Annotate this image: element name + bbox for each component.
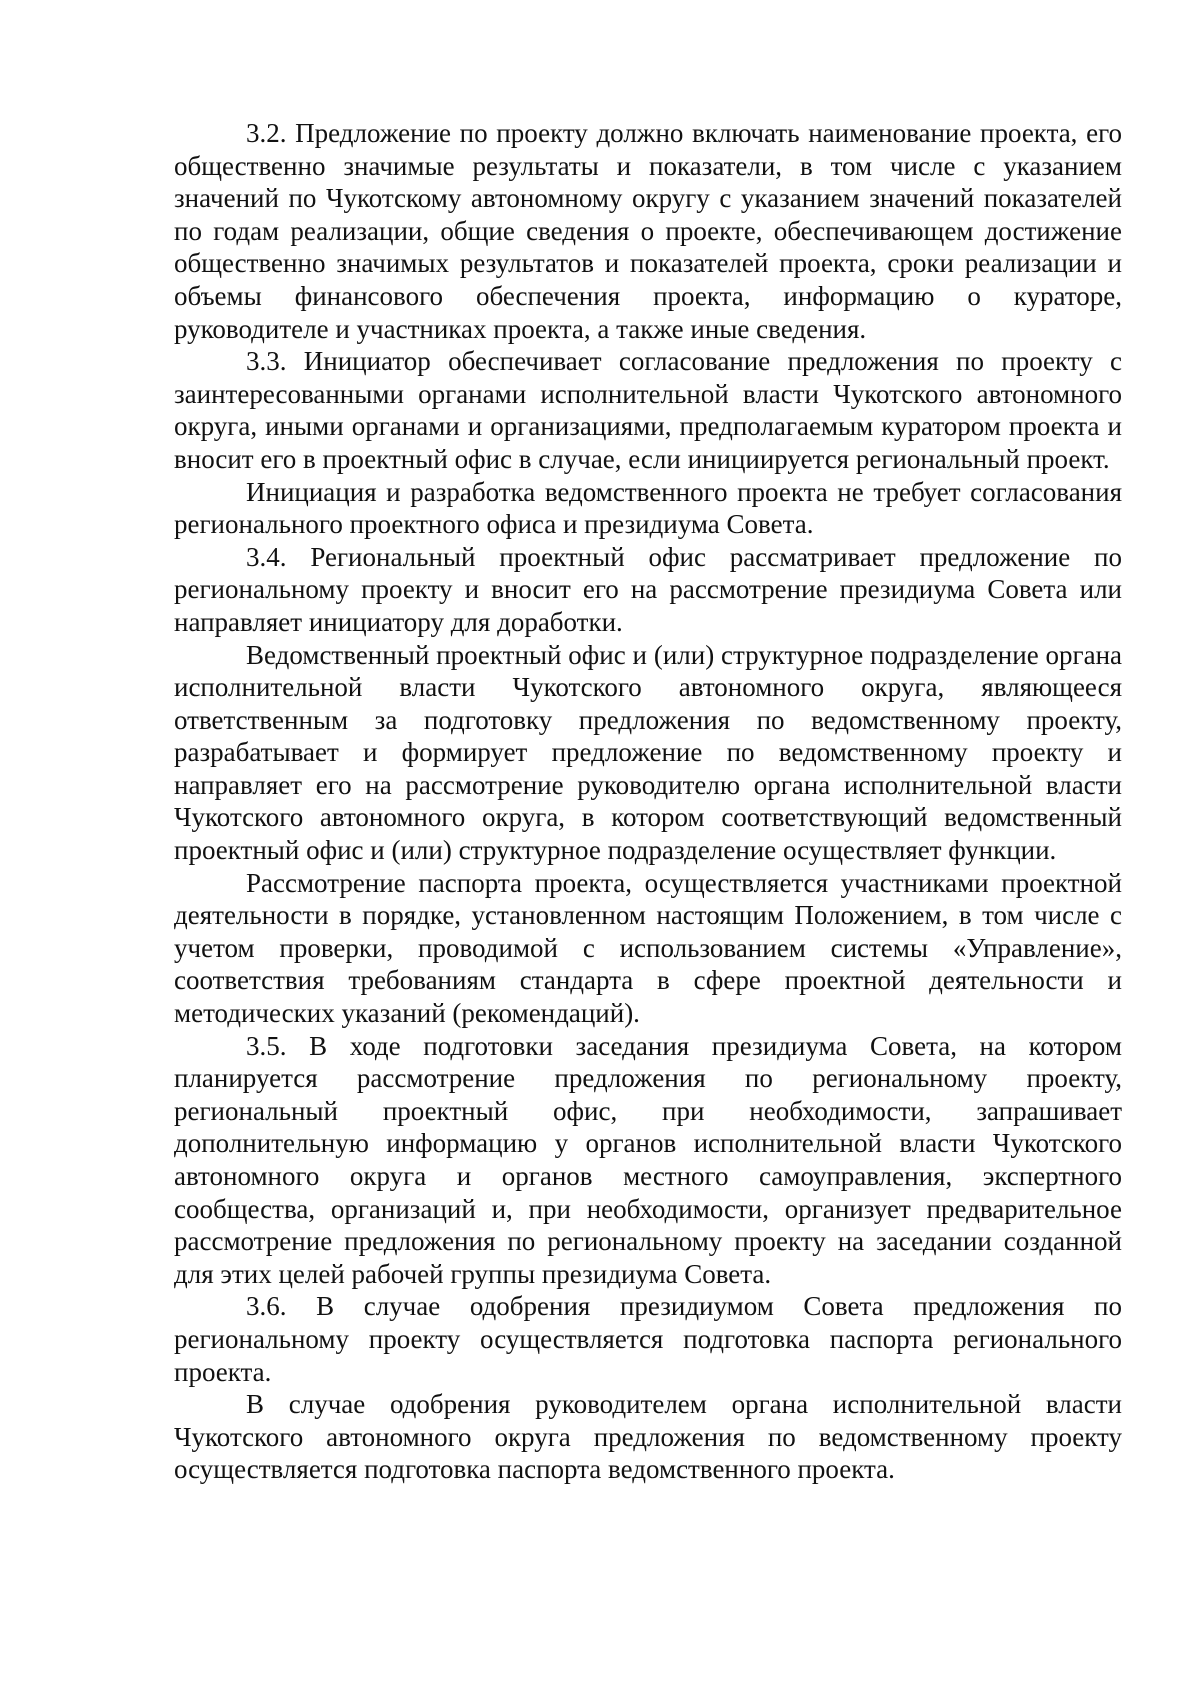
paragraph-3-3: 3.3. Инициатор обеспечивает согласование предложения по проекту с заинтересованными органами исполнительной власти Чукотского автономного округа, иными органами и организациями, предполагаемым куратором проекта и вносит его в проектный офис в случае, если инициируется региональный проект. — [174, 346, 1122, 474]
paragraph-departmental-office: Ведомственный проектный офис и (или) структурное подразделение органа исполнительной власти Чукотского автономного округа, являющееся ответственным за подготовку предложения по ведомственному проекту, разрабатывает и формирует предложение по ведомственному проекту и направляет его на рассмотрение руководителю органа исполнительной власти Чукотского автономного округа, в котором соответствующий ведомственный проектный офис и (или) структурное подразделение осуществляет функции. — [174, 639, 1122, 866]
paragraph-3-2: 3.2. Предложение по проекту должно включать наименование проекта, его общественно значимые результаты и показатели, в том числе с указанием значений по Чукотскому автономному округу с указанием значений показателей по годам реализации, общие сведения о проекте, обеспечивающем достижение общественно значимых результатов и показателей проекта, сроки реализации и объемы финансового обеспечения проекта, информацию о кураторе, руководителе и участниках проекта, а также иные сведения. — [174, 118, 1122, 344]
paragraph-3-5: 3.5. В ходе подготовки заседания президиума Совета, на котором планируется рассмотрение предложения по региональному проекту, региональный проектный офис, при необходимости, запрашивает дополнительную информацию у органов исполнительной власти Чукотского автономного округа и органов местного самоуправления, экспертного сообщества, организаций и, при необходимости, организует предварительное рассмотрение предложения по региональному проекту на заседании созданной для этих целей рабочей группы президиума Совета. — [174, 1030, 1122, 1289]
paragraph-passport-review: Рассмотрение паспорта проекта, осуществляется участниками проектной деятельности в порядке, установленном настоящим Положением, в том числе с учетом проверки, проводимой с использованием системы «Управление», соответствия требованиям стандарта в сфере проектной деятельности и методических указаний (рекомендаций). — [174, 867, 1122, 1029]
paragraph-initiation: Инициация и разработка ведомственного проекта не требует согласования регионального проектного офиса и президиума Совета. — [174, 476, 1122, 540]
document-body — [174, 117, 1122, 1486]
paragraph-departmental-approval: В случае одобрения руководителем органа исполнительной власти Чукотского автономного округа предложения по ведомственному проекту осуществляется подготовка паспорта ведомственного проекта. — [174, 1389, 1122, 1485]
paragraph-3-6: 3.6. В случае одобрения президиумом Совета предложения по региональному проекту осуществляется подготовка паспорта регионального проекта. — [174, 1291, 1122, 1387]
paragraph-3-4: 3.4. Региональный проектный офис рассматривает предложение по региональному проекту и вносит его на рассмотрение президиума Совета или направляет инициатору для доработки. — [174, 541, 1122, 637]
